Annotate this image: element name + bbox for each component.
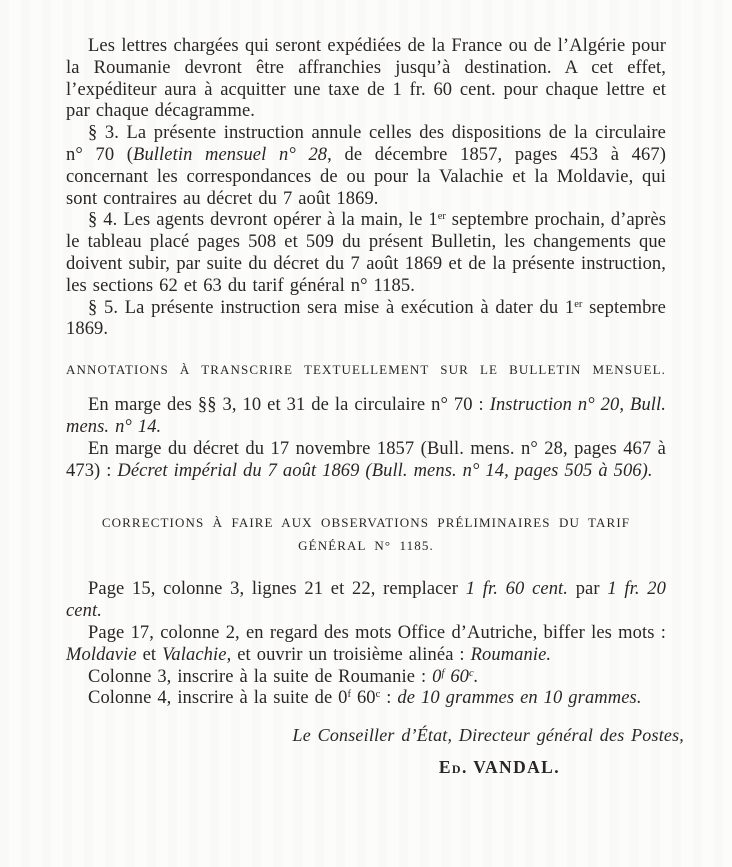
centime-superscript: c [375, 689, 381, 701]
paragraph-correction-colonne4 [66, 688, 666, 710]
text-run: par [568, 579, 608, 600]
text-run: et [136, 644, 163, 665]
heading-corrections: CORRECTIONS À FAIRE AUX OBSERVATIONS PRÉLIMINAIRES DU TARIF GÉNÉRAL N° 1185. [101, 515, 631, 554]
paragraph-section-3 [66, 123, 666, 210]
text-run: Page 17, colonne 2, en regard des mots Office d’Autriche, biffer les mots : [88, 622, 666, 643]
ordinal-superscript: er [437, 211, 446, 223]
text-run: 60 [351, 688, 376, 709]
text-run-italic: Valachie [162, 644, 227, 665]
text-run-italic: 1 fr. 20 cent. [66, 579, 667, 622]
text-run-italic: Décret impérial du 7 août 1869 (Bull. mens. n° 14, pages 505 à 506). [117, 460, 653, 481]
text-run: Colonne 3, inscrire à la suite de Roumanie : [88, 666, 433, 687]
text-run-italic: 0 [432, 666, 442, 687]
text-run: , de décembre 1857, pages 453 à 467) concernant les correspondances de ou pour la Valachie et la Moldavie, qui sont contraires au décret du 7 août 1869. [66, 144, 666, 209]
franc-superscript: f [441, 667, 445, 679]
ordinal-superscript: er [574, 298, 583, 310]
text-run: , et ouvrir un troisième alinéa : [226, 644, 471, 665]
text-run: § 5. La présente instruction sera mise à exécution à dater du 1 [88, 297, 575, 318]
paragraph-section-4 [66, 210, 666, 297]
text-run-italic: 1 fr. 60 cent. [465, 579, 569, 600]
text-run: En marge des §§ 3, 10 et 31 de la circulaire n° 70 : [88, 395, 490, 416]
paragraph-correction-colonne3 [66, 667, 666, 689]
text-run-italic: . [473, 666, 479, 687]
paragraph-correction-page17 [66, 623, 666, 667]
text-run: Page 15, colonne 3, lignes 21 et 22, remplacer [88, 579, 466, 600]
text-run: Les lettres chargées qui seront expédiées de la France ou de l’Algérie pour la Roumanie devront être affranchies jusqu’à destination. A cet effet, l’expéditeur aura à acquitter une taxe de 1 fr. 60 cent. pour chaque lettre et par chaque décagramme. [66, 36, 666, 122]
paragraph-annotation-1 [66, 395, 666, 439]
paragraph-annotation-2 [66, 439, 666, 483]
text-run-italic: Roumanie. [470, 644, 552, 665]
text-run-italic: Bulletin mensuel n° 28 [133, 144, 328, 165]
text-run: septembre prochain, d’après le tableau placé pages 508 et 509 du présent Bulletin, les changements que doivent subir, par suite du décret du 7 août 1869 et de la présente instruction, les sections 62 et 63 du tarif général n° 1185. [66, 210, 667, 296]
text-run: En marge du décret du 17 novembre 1857 (Bull. mens. n° 28, pages 467 à 473) : [66, 438, 666, 481]
text-run-italic: de 10 grammes en 10 grammes. [397, 688, 642, 709]
text-run: septembre 1869. [66, 297, 666, 340]
signature-name: Ed. VANDAL. [438, 757, 560, 778]
text-run: : [380, 688, 398, 709]
paragraph-intro [66, 36, 666, 123]
text-run-italic: Instruction n° 20, Bull. mens. n° 14. [66, 395, 666, 437]
amount-italic [432, 667, 478, 687]
text-run-italic: 60 [444, 666, 470, 687]
text-run: § 4. Les agents devront opérer à la main, le 1 [88, 210, 438, 231]
text-run: Colonne 4, inscrire à la suite de 0 [88, 688, 348, 709]
document-content [66, 36, 684, 778]
paragraph-correction-page15 [66, 579, 666, 623]
signature-role: Le Conseiller d’État, Directeur général des Postes, [292, 725, 684, 746]
heading-annotations: ANNOTATIONS À TRANSCRIRE TEXTUELLEMENT SUR LE BULLETIN MENSUEL. [66, 362, 666, 378]
franc-superscript: f [347, 689, 352, 701]
text-run: § 3. La présente instruction annule celles des dispositions de la circulaire n° 70 ( [66, 123, 666, 165]
centime-superscript: c [469, 667, 474, 679]
text-run-italic: Moldavie [66, 644, 137, 665]
paragraph-section-5 [66, 298, 666, 342]
